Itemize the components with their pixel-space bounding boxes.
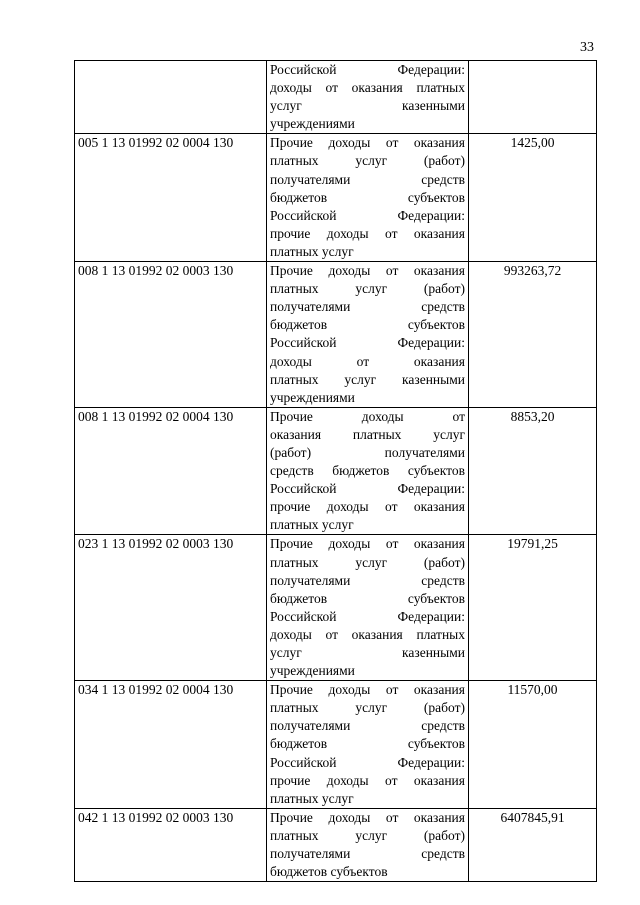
description-line: платных услуг казенными bbox=[270, 371, 465, 387]
description-line: получателями средств bbox=[270, 846, 465, 862]
description-line: бюджетов субъектов bbox=[270, 590, 465, 606]
description-line: услуг казенными bbox=[270, 98, 465, 114]
budget-code-cell: 005 1 13 01992 02 0004 130 bbox=[75, 134, 267, 262]
description-line: получателями средств bbox=[270, 171, 465, 187]
amount-cell: 11570,00 bbox=[469, 681, 597, 809]
table-row bbox=[75, 407, 597, 535]
description-line: Российской Федерации: bbox=[270, 608, 465, 624]
budget-code-cell: 034 1 13 01992 02 0004 130 bbox=[75, 681, 267, 809]
table-row bbox=[75, 134, 597, 262]
description-line: платных услуг (работ) bbox=[270, 281, 465, 297]
amount-cell bbox=[469, 61, 597, 134]
description-line: бюджетов субъектов bbox=[270, 317, 465, 333]
description-cell bbox=[267, 262, 469, 408]
description-line: доходы от оказания bbox=[270, 353, 465, 369]
description-line: оказания платных услуг bbox=[270, 426, 465, 442]
description-line: платных услуг bbox=[270, 790, 354, 806]
description-line: Прочие доходы от оказания bbox=[270, 135, 465, 151]
description-line: прочие доходы от оказания bbox=[270, 225, 465, 241]
description-line: Прочие доходы от оказания bbox=[270, 536, 465, 552]
description-line: платных услуг (работ) bbox=[270, 554, 465, 570]
description-line: Прочие доходы от оказания bbox=[270, 682, 465, 698]
description-line: средств бюджетов субъектов bbox=[270, 463, 465, 479]
description-line: бюджетов субъектов bbox=[270, 189, 465, 205]
budget-revenue-table bbox=[74, 60, 597, 882]
description-cell bbox=[267, 134, 469, 262]
description-line: Прочие доходы от оказания bbox=[270, 809, 465, 825]
description-line: Российской Федерации: bbox=[270, 62, 465, 77]
table-row bbox=[75, 808, 597, 881]
amount-cell: 6407845,91 bbox=[469, 808, 597, 881]
description-line: платных услуг (работ) bbox=[270, 153, 465, 169]
page-number: 33 bbox=[580, 40, 594, 55]
description-cell bbox=[267, 61, 469, 134]
description-line: получателями средств bbox=[270, 572, 465, 588]
description-line: платных услуг bbox=[270, 517, 354, 533]
description-line: Российской Федерации: bbox=[270, 754, 465, 770]
description-line: бюджетов субъектов bbox=[270, 864, 388, 880]
amount-cell: 993263,72 bbox=[469, 262, 597, 408]
table-body bbox=[75, 61, 597, 882]
description-line: Прочие доходы от оказания bbox=[270, 263, 465, 279]
table-row bbox=[75, 61, 597, 134]
description-line: Прочие доходы от bbox=[270, 408, 465, 424]
description-line: учреждениями bbox=[270, 116, 355, 132]
description-cell bbox=[267, 808, 469, 881]
description-line: учреждениями bbox=[270, 663, 355, 679]
description-line: платных услуг (работ) bbox=[270, 700, 465, 716]
description-line: услуг казенными bbox=[270, 645, 465, 660]
description-line: Российской Федерации: bbox=[270, 207, 465, 223]
description-line: Российской Федерации: bbox=[270, 335, 465, 351]
description-line: учреждениями bbox=[270, 389, 355, 405]
description-line: платных услуг bbox=[270, 243, 354, 259]
budget-code-cell: 008 1 13 01992 02 0003 130 bbox=[75, 262, 267, 408]
table-row bbox=[75, 535, 597, 681]
budget-code-cell: 042 1 13 01992 02 0003 130 bbox=[75, 808, 267, 881]
description-cell bbox=[267, 407, 469, 535]
description-cell bbox=[267, 535, 469, 681]
description-line: доходы от оказания платных bbox=[270, 626, 465, 642]
description-line: платных услуг (работ) bbox=[270, 827, 465, 843]
description-line: прочие доходы от оказания bbox=[270, 499, 465, 515]
description-line: прочие доходы от оказания bbox=[270, 772, 465, 788]
description-line: получателями средств bbox=[270, 718, 465, 734]
description-line: Российской Федерации: bbox=[270, 481, 465, 497]
amount-cell: 19791,25 bbox=[469, 535, 597, 681]
description-line: бюджетов субъектов bbox=[270, 736, 465, 752]
budget-code-cell: 008 1 13 01992 02 0004 130 bbox=[75, 407, 267, 535]
amount-cell: 1425,00 bbox=[469, 134, 597, 262]
table-row bbox=[75, 262, 597, 408]
amount-cell: 8853,20 bbox=[469, 407, 597, 535]
table-row bbox=[75, 681, 597, 809]
description-line: доходы от оказания платных bbox=[270, 80, 465, 96]
description-line: получателями средств bbox=[270, 299, 465, 315]
budget-code-cell bbox=[75, 61, 267, 134]
budget-code-cell: 023 1 13 01992 02 0003 130 bbox=[75, 535, 267, 681]
description-line: (работ) получателями bbox=[270, 444, 465, 460]
description-cell bbox=[267, 681, 469, 809]
